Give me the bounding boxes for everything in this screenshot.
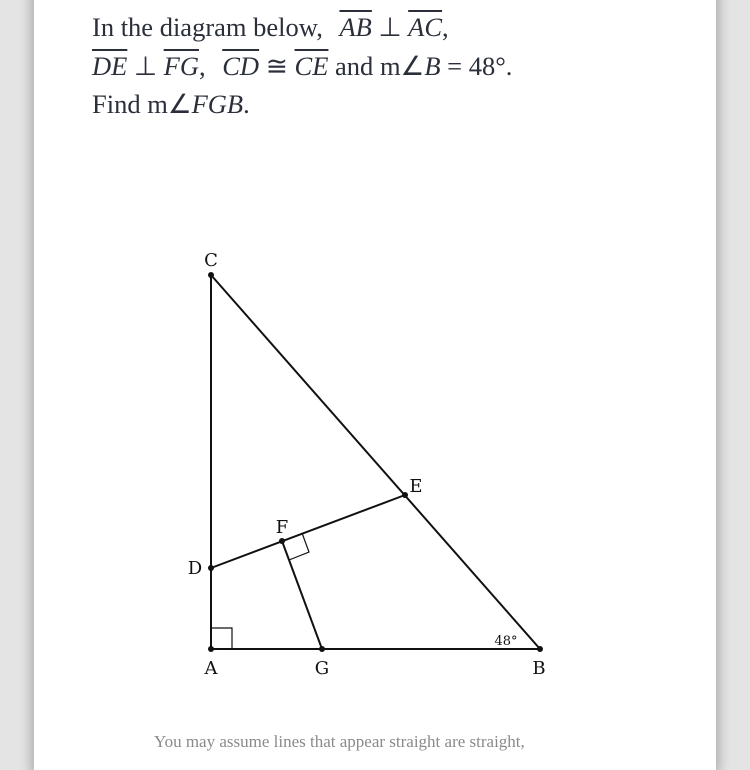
perpendicular-symbol: ⊥	[133, 50, 158, 81]
label-f: F	[275, 517, 289, 538]
label-e: E	[409, 476, 423, 497]
point-a	[208, 646, 214, 652]
segment-cb-line	[211, 275, 540, 649]
comma: ,	[442, 12, 449, 42]
angle-b-value: = 48°.	[447, 50, 513, 81]
label-a: A	[204, 658, 218, 679]
segment-ac: $\overline{AC}$	[408, 12, 443, 42]
angle-b-var: B	[424, 50, 441, 81]
perpendicular-symbol: ⊥	[378, 12, 402, 42]
label-c: C	[204, 250, 218, 271]
point-e	[402, 492, 408, 498]
point-c	[208, 272, 214, 278]
point-d	[208, 565, 214, 571]
point-b	[537, 646, 543, 652]
point-f	[279, 538, 285, 544]
point-g	[319, 646, 325, 652]
label-g: G	[314, 658, 330, 679]
segment-fg-line	[282, 541, 322, 649]
and-text: and	[335, 50, 374, 81]
segment-ce: $\overline{CE}$	[294, 50, 329, 81]
segment-ab: $\overline{AB}$	[339, 12, 372, 42]
label-b: B	[532, 658, 546, 679]
congruent-symbol: ≅	[265, 50, 288, 81]
angle-measure-prefix: m∠	[379, 50, 425, 81]
segment-de: $\overline{DE}$	[92, 50, 128, 81]
right-angle-marker-a	[211, 628, 232, 649]
intro-text: In the diagram below,	[92, 12, 323, 42]
segment-cd: $\overline{CD}$	[222, 50, 260, 81]
angle-b-label: 48°	[494, 634, 518, 649]
find-text: Find	[92, 89, 141, 119]
segment-de-line	[211, 495, 405, 568]
label-d: D	[187, 558, 203, 579]
period: .	[243, 89, 250, 119]
angle-measure-prefix: m∠	[147, 89, 192, 119]
segment-fg: $\overline{FG}$	[163, 50, 199, 81]
footnote: You may assume lines that appear straight are straight,	[154, 732, 525, 751]
comma: ,	[199, 50, 206, 81]
angle-fgb-var: FGB	[191, 89, 244, 119]
